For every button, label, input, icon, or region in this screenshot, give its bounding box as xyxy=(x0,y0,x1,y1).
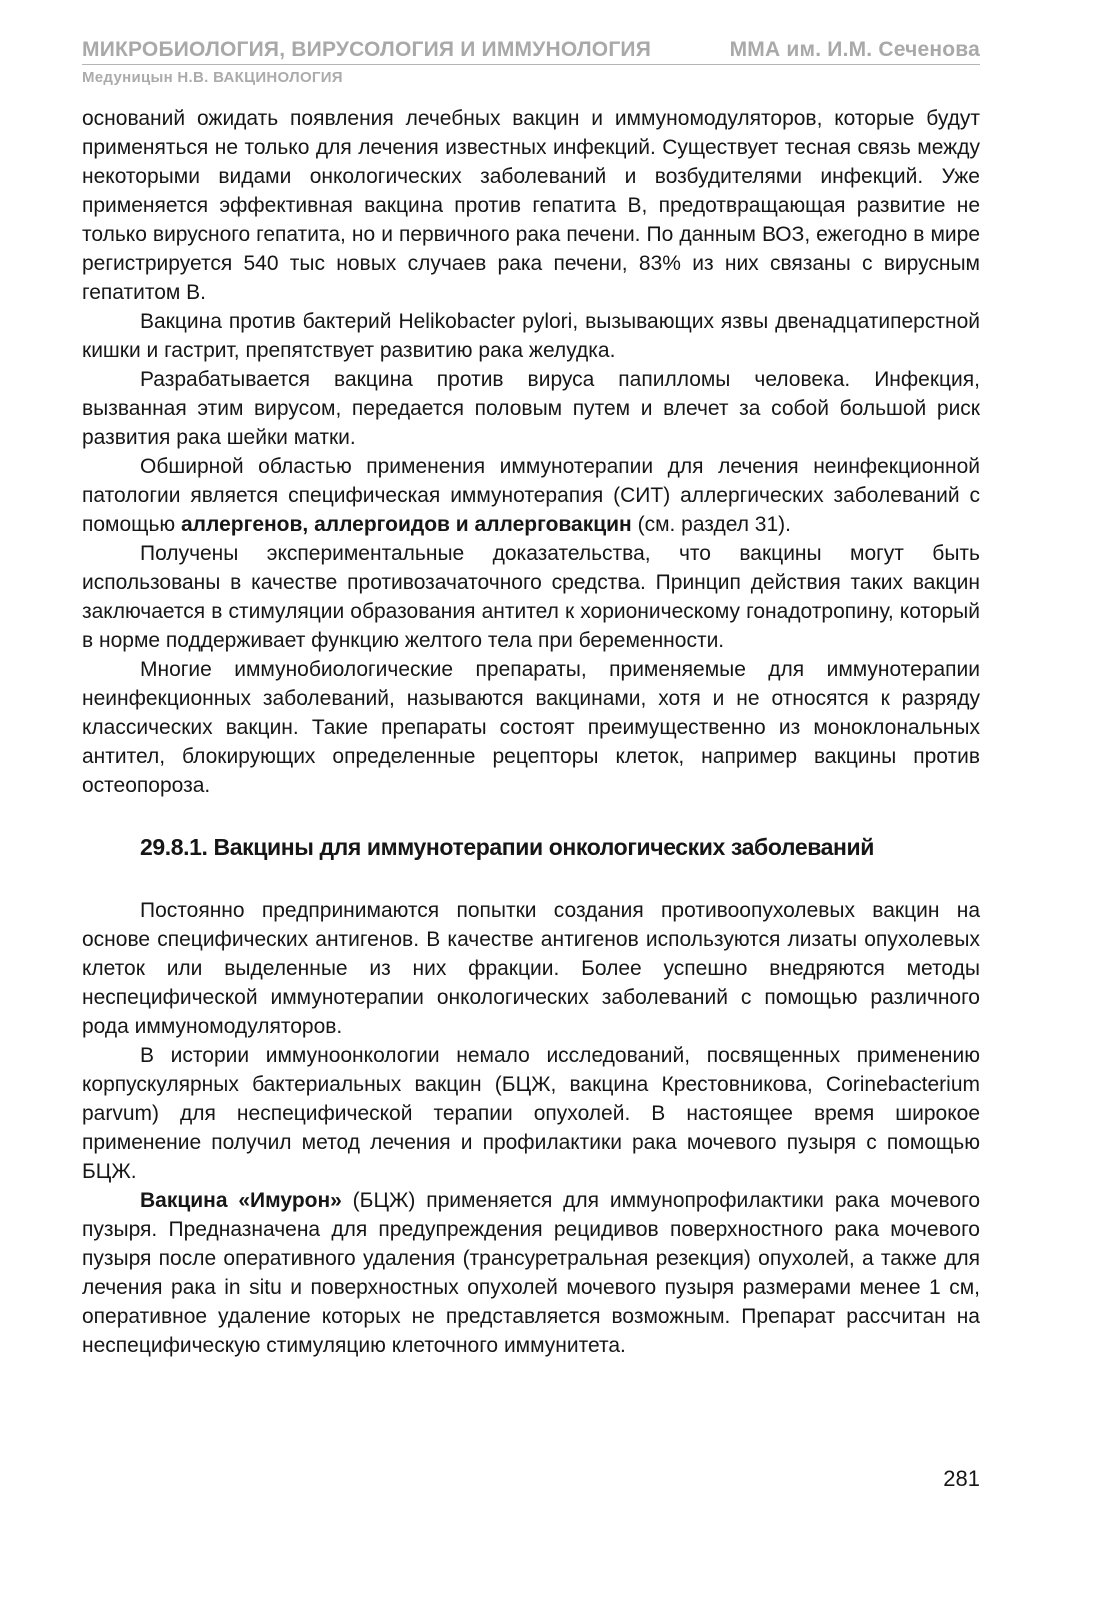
page-number: 281 xyxy=(943,1466,980,1491)
header-book-title: Медуницын Н.В. ВАКЦИНОЛОГИЯ xyxy=(82,69,343,86)
paragraph-sit-text-2: (см. раздел 31). xyxy=(631,513,791,536)
running-header xyxy=(82,38,980,104)
paragraph-contraceptive: Получены экспериментальные доказательства, что вакцины могут быть использованы в качестве противозачаточного средства. Принцип действия таких вакцин заключается в стимуляции образования антител к хорионическому гонадотропину, который в норме поддерживает функцию желтого тела при беременности. xyxy=(82,542,980,652)
paragraph-sit xyxy=(82,452,980,539)
paragraph-continued: оснований ожидать появления лечебных вакцин и иммуномодуляторов, которые будут применяться не только для лечения известных инфекций. Существует тесная связь между некоторыми видами онкологических заболеваний и возбудителями инфекций. Уже применяется эффективная вакцина против гепатита В, предотвращающая развитие не только вирусного гепатита, но и первичного рака печени. По данным ВОЗ, ежегодно в мире регистрируется 540 тыс новых случаев рака печени, 83% из них связаны с вирусным гепатитом В. xyxy=(82,107,980,304)
header-series-title: МИКРОБИОЛОГИЯ, ВИРУСОЛОГИЯ И ИММУНОЛОГИЯ xyxy=(82,38,652,61)
document-page xyxy=(82,38,980,1491)
paragraph-imuron xyxy=(82,1186,980,1360)
paragraph-sit-bold: аллергенов, аллергоидов и аллерговакцин xyxy=(180,513,632,536)
header-institution: ММА им. И.М. Сеченова xyxy=(729,38,980,61)
header-top-line xyxy=(82,38,980,65)
paragraph-history: В истории иммуноонкологии немало исследований, посвященных применению корпускулярных бактериальных вакцин (БЦЖ, вакцина Крестовникова, Corinebacterium parvum) для неспецифической терапии опухолей. В настоящее время широкое применение получил метод лечения и профилактики рака мочевого пузыря с помощью БЦЖ. xyxy=(82,1044,980,1183)
section-heading: 29.8.1. Вакцины для иммунотерапии онкологических заболеваний xyxy=(140,834,875,860)
paragraph-imuron-text: (БЦЖ) применяется для иммунопрофилактики рака мочевого пузыря. Предназначена для предупреждения рецидивов поверхностного рака мочевого пузыря после оперативного удаления (трансуретральная резекция) опухолей, а также для лечения рака in situ и поверхностных опухолей мочевого пузыря размерами менее 1 см, оперативное удаление которых не представляется возможным. Препарат рассчитан на неспецифическую стимуляцию клеточного иммунитета. xyxy=(82,1189,980,1357)
paragraph-antitumor: Постоянно предпринимаются попытки создания противоопухолевых вакцин на основе специфических антигенов. В качестве антигенов используются лизаты опухолевых клеток или выделенные из них фракции. Более успешно внедряются методы неспецифической иммунотерапии онкологических заболеваний с помощью различного рода иммуномодуляторов. xyxy=(82,899,980,1038)
paragraph-sit-text-1: Обширной областью применения иммунотерапии для лечения неинфекционной патологии является специфическая иммунотерапия (СИТ) аллергических заболеваний с помощью xyxy=(82,455,980,536)
paragraph-helicobacter: Вакцина против бактерий Helikobacter pylori, вызывающих язвы двенадцатиперстной кишки и гастрит, препятствует развитию рака желудка. xyxy=(82,310,980,362)
paragraph-imuron-bold: Вакцина «Имурон» xyxy=(140,1189,342,1212)
paragraph-monoclonal: Многие иммунобиологические препараты, применяемые для иммунотерапии неинфекционных заболеваний, называются вакцинами, хотя и не относятся к разряду классических вакцин. Такие препараты состоят преимущественно из моноклональных антител, блокирующих определенные рецепторы клеток, например вакцины против остеопороза. xyxy=(82,658,980,797)
paragraph-papilloma: Разрабатывается вакцина против вируса папилломы человека. Инфекция, вызванная этим вирусом, передается половым путем и влечет за собой большой риск развития рака шейки матки. xyxy=(82,368,980,449)
